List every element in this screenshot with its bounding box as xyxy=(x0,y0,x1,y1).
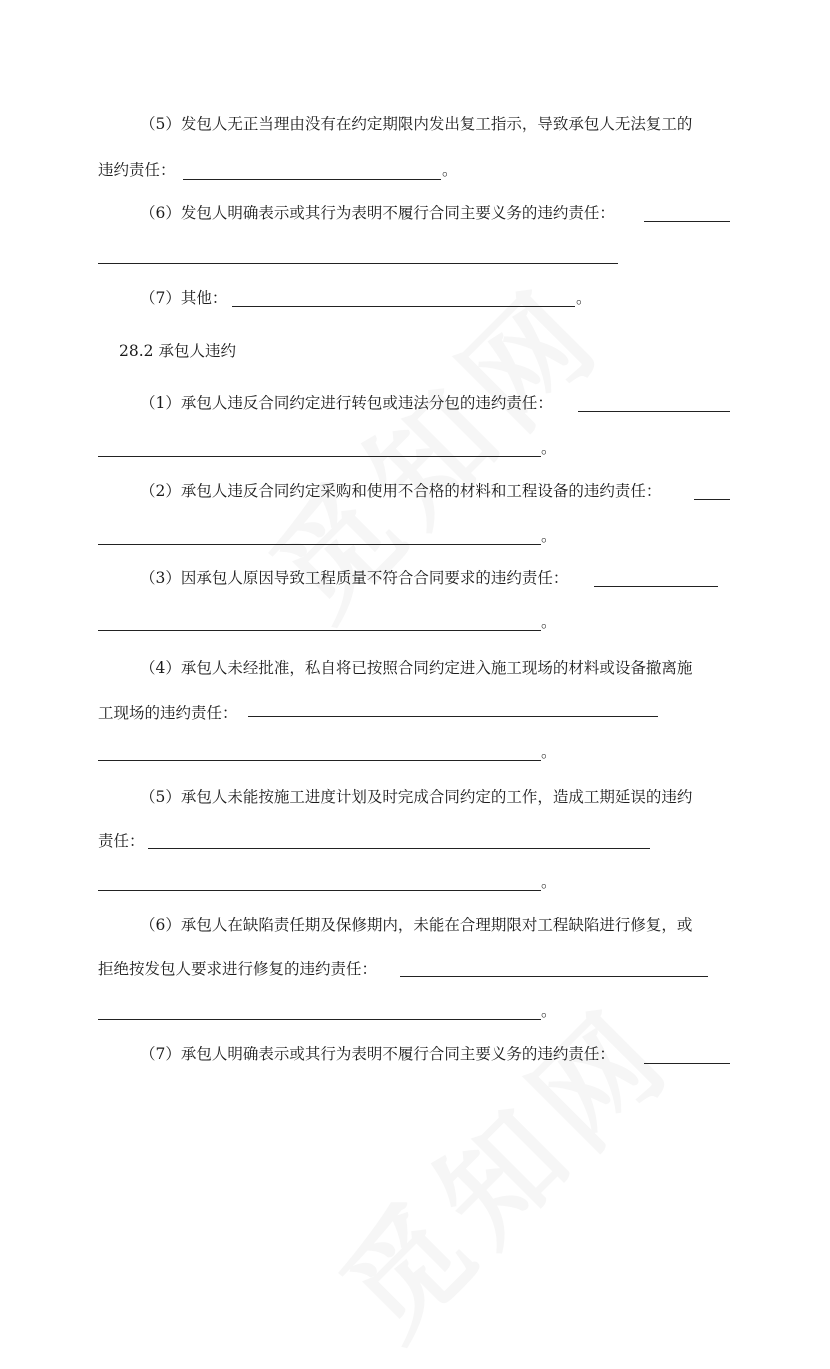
fill-in-blank[interactable] xyxy=(694,499,730,500)
contractor-clause-4-text: （4）承包人未经批准，私自将已按照合同约定进入施工现场的材料或设备撤离施 xyxy=(140,659,693,677)
contractor-clause-1-text: （1）承包人违反合同约定进行转包或违法分包的违约责任： xyxy=(140,394,553,412)
period-mark: 。 xyxy=(541,439,557,457)
contractor-clause-2-text: （2）承包人违反合同约定采购和使用不合格的材料和工程设备的违约责任： xyxy=(140,482,662,500)
contractor-clause-3-text: （3）因承包人原因导致工程质量不符合合同要求的违约责任： xyxy=(140,569,569,587)
clause-5-label: 违约责任： xyxy=(98,161,176,179)
period-mark: 。 xyxy=(541,527,557,545)
fill-in-blank[interactable] xyxy=(644,221,730,222)
fill-in-blank[interactable] xyxy=(98,263,618,264)
fill-in-blank[interactable] xyxy=(400,976,708,977)
fill-in-blank[interactable] xyxy=(594,586,718,587)
fill-in-blank[interactable] xyxy=(248,716,658,717)
period-mark: 。 xyxy=(541,613,557,631)
fill-in-blank[interactable] xyxy=(98,760,541,761)
contractor-clause-6-text: （6）承包人在缺陷责任期及保修期内，未能在合理期限对工程缺陷进行修复，或 xyxy=(140,916,693,934)
period-mark: 。 xyxy=(541,873,557,891)
clause-7-text: （7）其他： xyxy=(140,289,228,307)
contractor-clause-7-text: （7）承包人明确表示或其行为表明不履行合同主要义务的违约责任： xyxy=(140,1045,615,1063)
section-heading: 28.2 承包人违约 xyxy=(119,342,236,360)
fill-in-blank[interactable] xyxy=(98,1019,541,1020)
fill-in-blank[interactable] xyxy=(232,306,575,307)
period-mark: 。 xyxy=(442,161,458,179)
fill-in-blank[interactable] xyxy=(98,630,541,631)
fill-in-blank[interactable] xyxy=(98,456,541,457)
contractor-clause-6-label: 拒绝按发包人要求进行修复的违约责任： xyxy=(98,960,378,978)
period-mark: 。 xyxy=(541,743,557,761)
contractor-clause-5-label: 责任： xyxy=(98,832,145,850)
fill-in-blank[interactable] xyxy=(148,848,650,849)
contractor-clause-5-text: （5）承包人未能按施工进度计划及时完成合同约定的工作，造成工期延误的违约 xyxy=(140,788,693,806)
fill-in-blank[interactable] xyxy=(644,1063,730,1064)
period-mark: 。 xyxy=(576,289,592,307)
fill-in-blank[interactable] xyxy=(98,890,541,891)
contractor-clause-4-label: 工现场的违约责任： xyxy=(98,704,238,722)
fill-in-blank[interactable] xyxy=(578,411,730,412)
clause-5-text: （5）发包人无正当理由没有在约定期限内发出复工指示，导致承包人无法复工的 xyxy=(140,115,693,133)
fill-in-blank[interactable] xyxy=(183,179,441,180)
watermark xyxy=(228,243,634,649)
period-mark: 。 xyxy=(541,1002,557,1020)
clause-6-text: （6）发包人明确表示或其行为表明不履行合同主要义务的违约责任： xyxy=(140,204,615,222)
fill-in-blank[interactable] xyxy=(98,544,541,545)
watermark xyxy=(298,963,704,1369)
